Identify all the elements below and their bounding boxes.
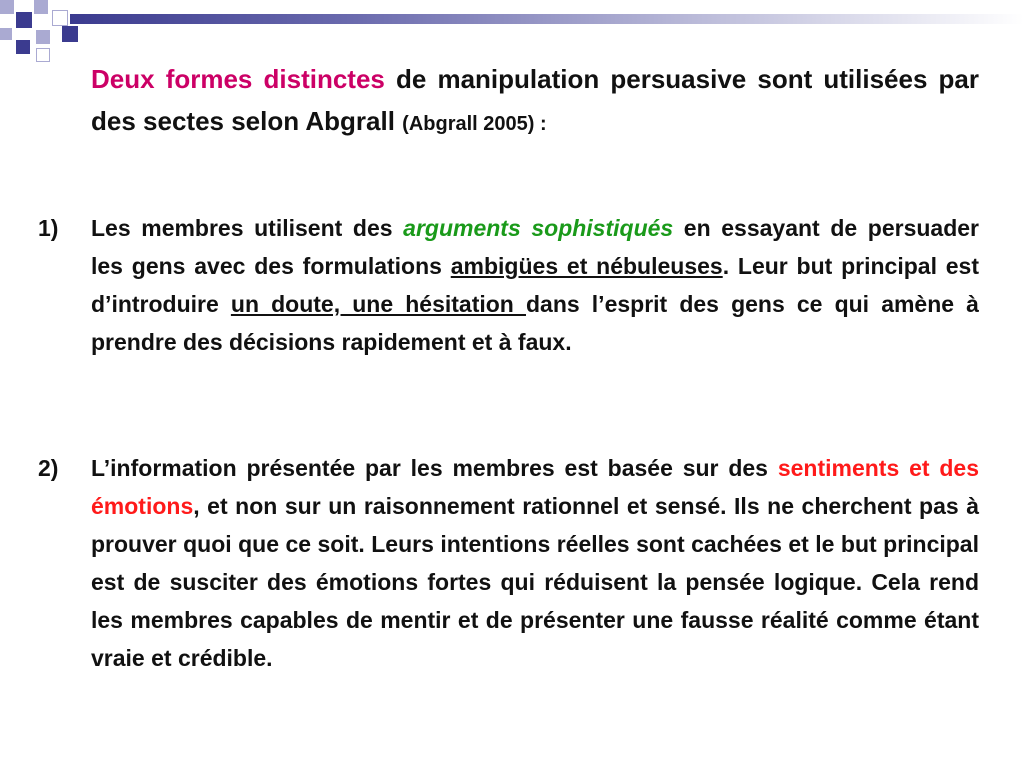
intro-text: de manipulation persuasive sont utilisées par des sectes selon Abgrall — [91, 64, 979, 136]
item-number: 1) — [38, 215, 59, 241]
item-text: . Leur but principal est d’introduire — [91, 253, 980, 317]
item-underlined-text: un doute, une hésitation — [230, 291, 526, 317]
item-text: , et non sur un raisonnement rationnel et sensé. Ils ne cherchent pas à prouver quoi que ce soit. Leurs intentions réelles sont cachées et le but principal est de susciter des émotions fortes qui réduisent la pensée logique. Cela rend les membres capables de mentir et de présenter une fausse réalité comme étant vraie et crédible. — [91, 493, 979, 671]
item-number: 2) — [38, 455, 59, 481]
item-underlined-text: ambigües et nébuleuses — [450, 253, 723, 279]
list-item — [91, 209, 979, 361]
item-text: Les membres utilisent des — [91, 215, 404, 241]
list-item — [91, 449, 979, 677]
intro-citation: (Abgrall 2005) : — [402, 113, 547, 135]
item-text: en essayant de persuader les gens avec des formulations — [91, 215, 979, 279]
item-text: L’information présentée par les membres est basée sur des — [91, 455, 778, 481]
intro-paragraph — [91, 58, 979, 145]
item-highlight: sentiments et des émotions — [91, 455, 979, 519]
intro-highlight: Deux formes distinctes — [91, 64, 385, 94]
item-text: dans l’esprit des gens ce qui amène à prendre des décisions rapidement et à faux. — [91, 291, 979, 355]
item-highlight: arguments sophistiqués — [403, 215, 674, 241]
